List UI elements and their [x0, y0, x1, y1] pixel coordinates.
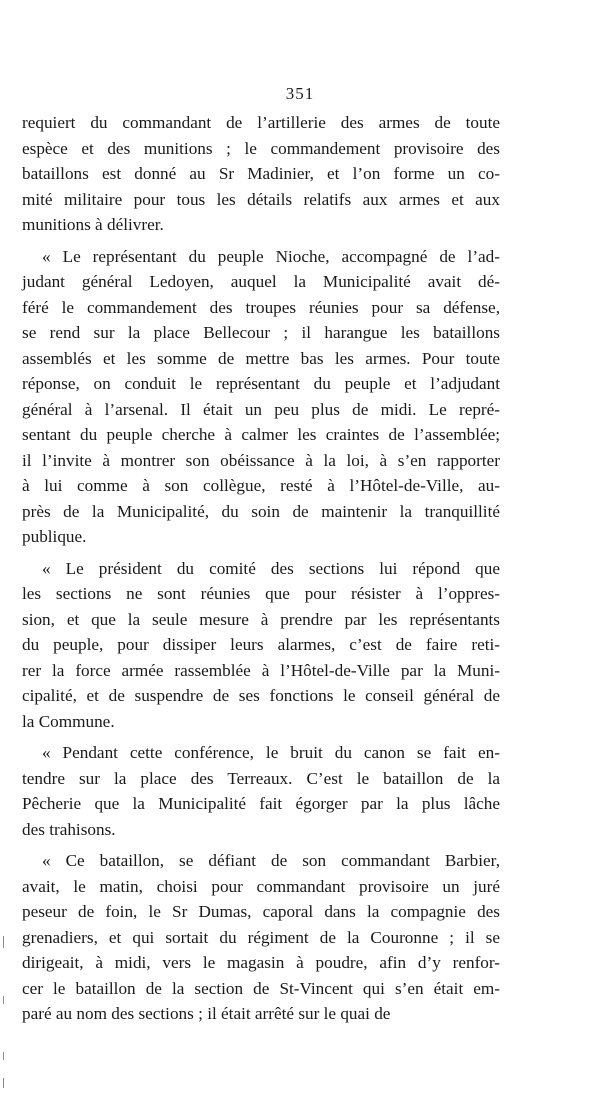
text-line: se rend sur la place Bellecour ; il harangue les bataillons	[22, 323, 500, 342]
text-line: publique.	[22, 527, 87, 546]
text-line: « Pendant cette conférence, le bruit du canon se fait en-	[42, 743, 500, 762]
text-line: tendre sur la place des Terreaux. C’est le bataillon de la	[22, 768, 500, 788]
page-number: 351	[285, 84, 315, 103]
text-line: sion, et que la seule mesure à prendre par les représentants	[22, 609, 500, 629]
text-line: à lui comme à son collègue, resté à l’Hôtel-de-Ville, au-	[22, 476, 500, 495]
text-line: mité militaire pour tous les détails relatifs aux armes et aux	[22, 189, 500, 209]
text-line: du peuple, pour dissiper leurs alarmes, c’est de faire reti-	[22, 635, 500, 654]
text-line: cer le bataillon de la section de St-Vincent qui s’en était em-	[22, 978, 500, 998]
text-line: rer la force armée rassemblée à l’Hôtel-de-Ville par la Muni-	[22, 660, 500, 680]
text-line: « Le président du comité des sections lui répond que	[42, 558, 500, 578]
text-line: féré le commandement des troupes réunies pour sa défense,	[22, 297, 500, 317]
text-line: judant général Ledoyen, auquel la Municipalité avait dé-	[22, 272, 500, 291]
text-line: des trahisons.	[22, 819, 116, 839]
text-line: requiert du commandant de l’artillerie des armes de toute	[22, 113, 500, 132]
text-line: munitions à délivrer.	[22, 215, 164, 234]
text-line: la Commune.	[22, 711, 115, 731]
text-line: peseur de foin, le Sr Dumas, caporal dans la compagnie des	[22, 902, 500, 921]
text-line: espèce et des munitions ; le commandement provisoire des	[22, 138, 500, 158]
text-line: assemblés et les somme de mettre bas les armes. Pour toute	[22, 348, 500, 368]
paragraph	[22, 244, 500, 550]
text-line: dirigeait, à midi, vers le magasin à poudre, afin d’y renfor-	[22, 953, 500, 972]
text-line: les sections ne sont réunies que pour résister à l’oppres-	[22, 584, 500, 603]
text-line: paré au nom des sections ; il était arrêté sur le quai de	[22, 1004, 391, 1023]
text-line: Pêcherie que la Municipalité fait égorger par la plus lâche	[22, 794, 500, 813]
paragraph	[22, 110, 500, 238]
text-line: grenadiers, et qui sortait du régiment de la Couronne ; il se	[22, 927, 500, 947]
text-line: près de la Municipalité, du soin de maintenir la tranquillité	[22, 501, 500, 521]
paragraph	[22, 556, 500, 735]
body-text	[22, 110, 500, 1027]
text-line: général à l’arsenal. Il était un peu plus de midi. Le repré-	[22, 399, 500, 419]
text-line: avait, le matin, choisi pour commandant provisoire un juré	[22, 876, 500, 896]
paragraph	[22, 740, 500, 842]
text-line: « Ce bataillon, se défiant de son commandant Barbier,	[42, 851, 500, 870]
text-line: bataillons est donné au Sr Madinier, et l’on forme un co-	[22, 164, 500, 183]
paragraph	[22, 848, 500, 1027]
text-line: cipalité, et de suspendre de ses fonctions le conseil général de	[22, 686, 500, 705]
text-line: réponse, on conduit le représentant du peuple et l’adjudant	[22, 374, 500, 393]
text-line: il l’invite à montrer son obéissance à la loi, à s’en rapporter	[22, 450, 500, 470]
text-line: sentant du peuple cherche à calmer les craintes de l’assemblée;	[22, 425, 500, 444]
text-line: « Le représentant du peuple Nioche, accompagné de l’ad-	[42, 246, 500, 266]
